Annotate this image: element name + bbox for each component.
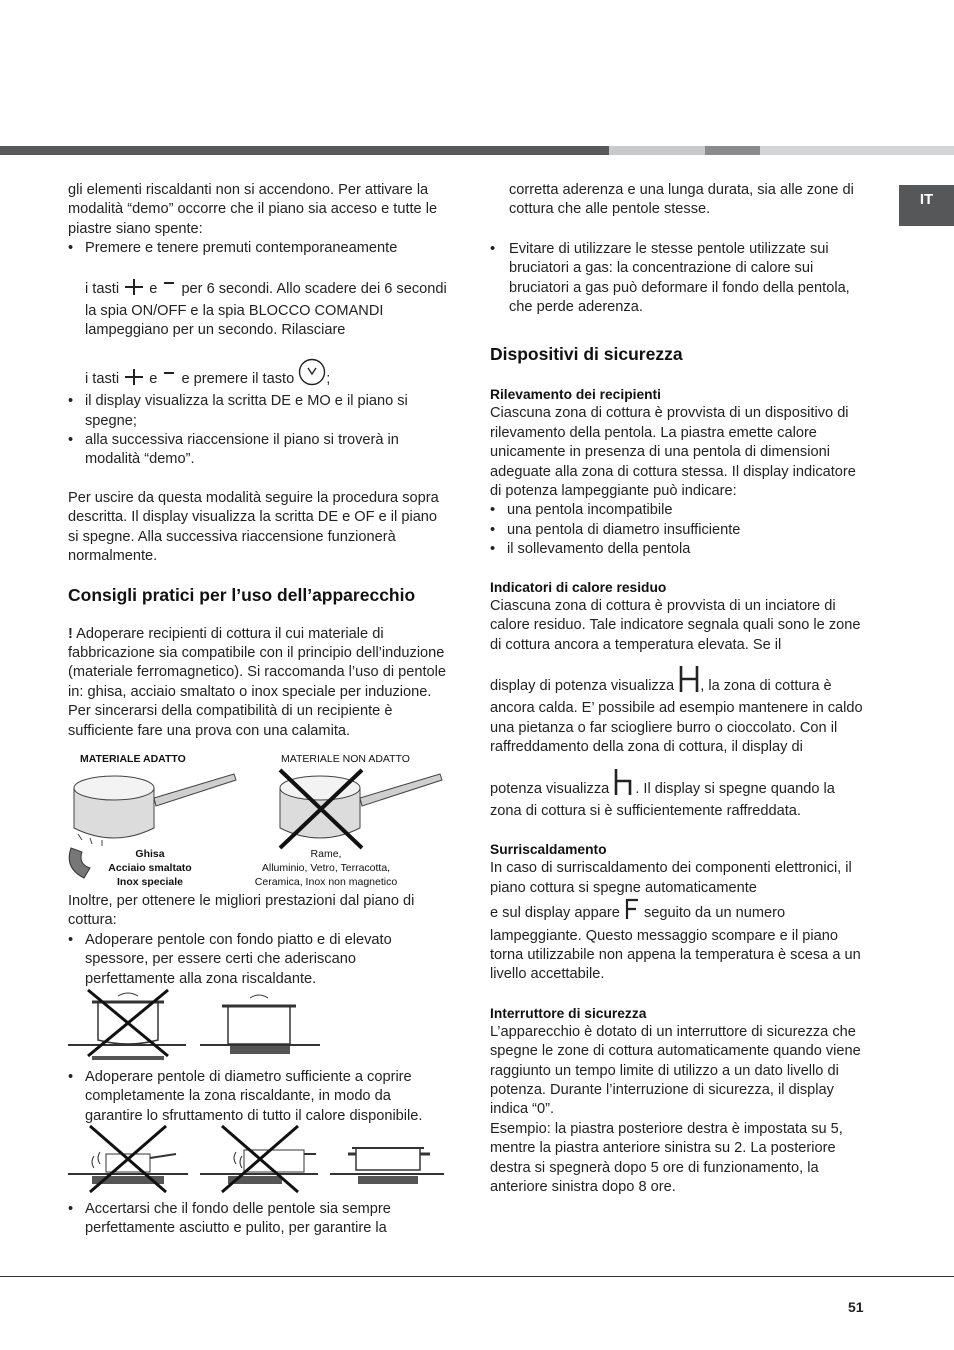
exit-demo-text: Per uscire da questa modalità seguire la procedura sopra descritta. Il display visualizza la scritta DE e OF e il piano si spegne. Alla successiva riaccensione funzionerà normalmente. (68, 489, 439, 565)
interruttore-text: L’apparecchio è dotato di un interruttore di sicurezza che spegne le zone di cottura automaticamente quando viene raggiunto un tempo limite di utilizzo a un dato livello di potenza. Durante l’interruzione di sicurezza, il display indica “0”. (490, 1023, 861, 1118)
flat-bottom-figure (68, 988, 323, 1060)
indicatori-text-c: potenza visualizza . Il display si spegne quando la zona di cottura si è sufficientemente raffreddata. (490, 768, 870, 822)
pan-correct-size (330, 1148, 444, 1184)
material-no-label-3: Ceramica, Inox non magnetico (254, 876, 398, 888)
continued-text: corretta aderenza e una lunga durata, sia alle zone di cottura che alle pentole stesse. (509, 182, 854, 218)
header-bar (0, 146, 954, 155)
heading-consigli: Consigli pratici per l’uso dell’apparecchio (68, 584, 416, 605)
left-column (68, 181, 448, 741)
intro-text: gli elementi riscaldanti non si accendono. Per attivare la modalità “demo” occorre che il piano sia acceso e tutte le piastre siano spente: (68, 182, 438, 237)
material-ok-label-1: Ghisa (135, 848, 165, 860)
indicatori-text-a: Ciascuna zona di cottura è provvista di un inciatore di calore residuo. Tale indicatore segnala quali sono le zone di cottura ancora a temperatura elevata. Se il (490, 597, 861, 653)
indicatori-text-b: display di potenza visualizza , la zona di cottura è ancora calda. E’ possibile ad esempio mantenere in caldo una pietanza o far sciogliere burro o cioccolato. Con il raffreddamento della zona di cottura, il display di (490, 665, 870, 758)
material-ok-label-3: Inox speciale (117, 876, 183, 888)
heading-indicatori: Indicatori di calore residuo (490, 579, 667, 595)
surriscaldamento-text-a: In caso di surriscaldamento dei componenti elettronici, il piano cottura si spegne automaticamente (490, 860, 852, 896)
pan-too-large-zone (200, 1126, 318, 1192)
display-H-icon (678, 665, 700, 699)
material-ok-label-2: Acciaio smaltato (108, 862, 192, 874)
pan-too-small (68, 1126, 188, 1192)
material-no-title: MATERIALE NON ADATTO (281, 753, 410, 765)
display-h-icon (613, 768, 635, 802)
example-text: Esempio: la piastra posteriore destra è impostata su 5, mentre la piastra anteriore sinistra su 2. La posteriore destra si spegnerà dopo 5 ore di funzionamento, la anteriore sinistra dopo 8 ore. (490, 1120, 843, 1196)
bullet-display: • il display visualizza la scritta DE e MO e il piano si spegne; (68, 392, 448, 431)
diameter-figure (68, 1124, 446, 1196)
materials-figure (66, 750, 446, 892)
more-text: Inoltre, per ottenere le migliori prestazioni dal piano di cottura: (68, 893, 415, 929)
minus-key-icon (161, 368, 177, 392)
surriscaldamento-text-b: e sul display appare seguito da un numero lampeggiante. Questo messaggio scompare e il piano torna utilizzabile non appena la temperatura è scesa a un livello accettabile. (490, 898, 870, 985)
plus-key-icon (123, 278, 145, 302)
bullet-gas-pans: • Evitare di utilizzare le stesse pentole utilizzate sui bruciatori a gas: la concentrazione di calore sui bruciatori a gas può deformare il fondo della pentola, che perde aderenza. (490, 240, 870, 318)
heading-dispositivi: Dispositivi di sicurezza (490, 344, 683, 365)
material-no-label-2: Alluminio, Vetro, Terracotta, (261, 862, 391, 874)
page-number: 51 (848, 1299, 864, 1315)
rilevamento-bullet-2: • una pentola di diametro insufficiente (490, 521, 870, 540)
material-no-label-1: Rame, (310, 848, 342, 860)
pan-correct-bottom (200, 995, 320, 1054)
right-column (490, 181, 870, 1197)
rilevamento-text: Ciascuna zona di cottura è provvista di un dispositivo di rilevamento della pentola. La piastra emette calore unicamente in presenza di una pentola di dimensioni adeguate alla zona di cottura stessa. Il display indicatore di potenza lampeggiante può indicare: (490, 405, 856, 500)
material-ok-title: MATERIALE ADATTO (80, 753, 186, 765)
left-column-cont (68, 892, 448, 989)
timer-key-icon (298, 358, 326, 392)
pan-wrong-bottom (68, 990, 186, 1060)
bullet-demo-mode: • alla successiva riaccensione il piano si troverà in modalità “demo”. (68, 431, 448, 470)
heading-interruttore: Interruttore di sicurezza (490, 1005, 647, 1021)
bullet-flat-bottom: • Adoperare pentole con fondo piatto e di elevato spessore, per essere certi che aderiscano perfettamente alla zona riscaldante. (68, 931, 448, 989)
footer-rule (0, 1276, 954, 1277)
minus-key-icon (161, 278, 177, 302)
heading-surriscaldamento: Surriscaldamento (490, 842, 607, 858)
rilevamento-bullet-3: • il sollevamento della pentola (490, 540, 870, 559)
warning-text: ! Adoperare recipienti di cottura il cui materiale di fabbricazione sia compatibile con il principio dell’induzione (materiale ferromagnetico). Si raccomanda l’uso di pentole in: ghisa, acciaio smaltato o inox speciale per induzione. Per sincerarsi della compatibilità di un recipiente è sufficiente fare una prova con una calamita. (68, 625, 446, 739)
unsuitable-pan-illustration (280, 770, 442, 848)
bullet-demo: • Premere e tenere premuti contemporaneamente i tasti e per 6 secondi. Allo scadere dei 6 secondi la spia ON/OFF e la spia BLOCCO COMANDI lampeggiano per un secondo. Rilasciare i tasti e e premere il tasto ; (68, 239, 448, 392)
language-tab: IT (899, 185, 954, 226)
heading-rilevamento: Rilevamento dei recipienti (490, 387, 661, 403)
plus-key-icon (123, 368, 145, 392)
left-column-cont-2 (68, 1068, 448, 1126)
bullet-diameter: • Adoperare pentole di diametro sufficiente a coprire completamente la zona riscaldante, in modo da garantire lo sfruttamento di tutto il calore disponibile. (68, 1068, 448, 1126)
left-column-cont-3 (68, 1200, 448, 1239)
rilevamento-bullet-1: • una pentola incompatibile (490, 501, 870, 520)
bullet-dry-bottom: • Accertarsi che il fondo delle pentole sia sempre perfettamente asciutto e pulito, per garantire la (68, 1200, 448, 1239)
display-F-icon (624, 898, 640, 926)
